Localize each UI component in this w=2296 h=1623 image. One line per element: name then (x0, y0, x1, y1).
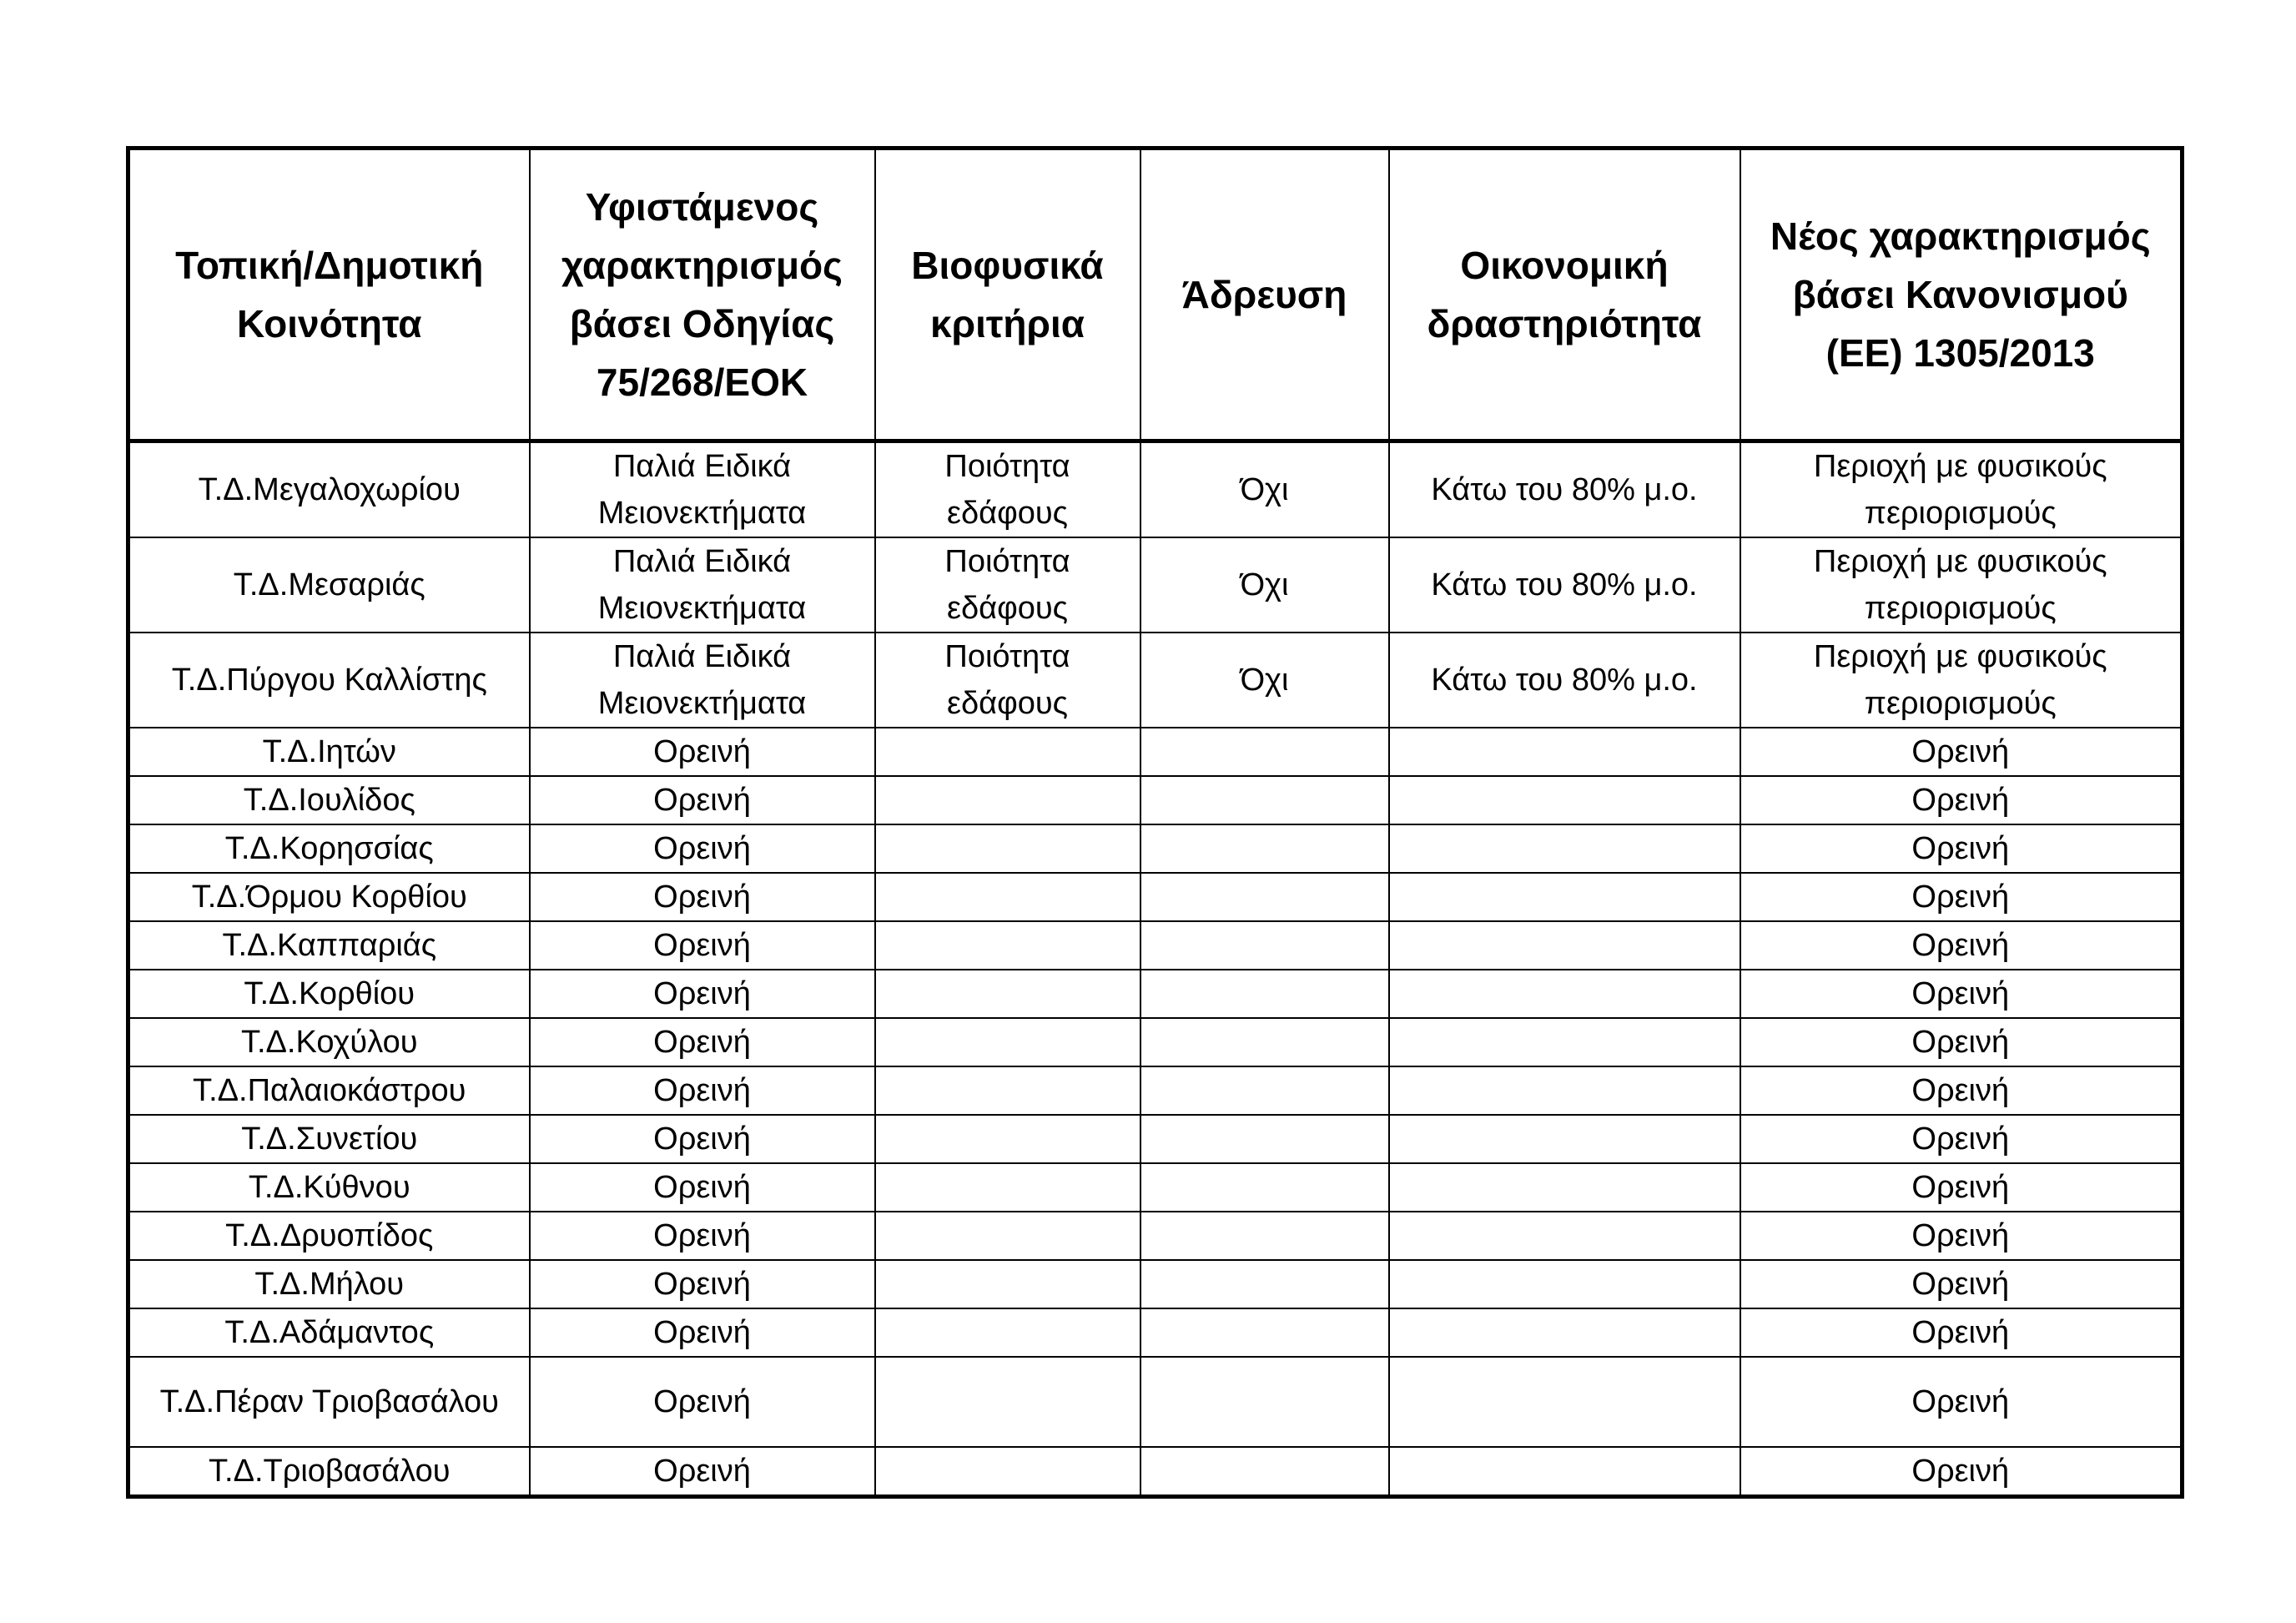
cell-existing: Ορεινή (530, 1212, 875, 1260)
cell-economic (1389, 1115, 1740, 1163)
cell-irrigation (1140, 824, 1389, 873)
cell-irrigation (1140, 1357, 1389, 1447)
cell-economic (1389, 873, 1740, 921)
cell-new: Ορεινή (1740, 1357, 2183, 1447)
cell-existing: Ορεινή (530, 728, 875, 776)
table-row (128, 970, 2183, 1018)
cell-new: Ορεινή (1740, 1018, 2183, 1066)
cell-economic (1389, 1447, 1740, 1497)
cell-economic: Κάτω του 80% μ.ο. (1389, 537, 1740, 633)
table-row (128, 1212, 2183, 1260)
cell-existing: Παλιά Ειδικά Μειονεκτήματα (530, 537, 875, 633)
cell-existing: Ορεινή (530, 1357, 875, 1447)
table-row (128, 537, 2183, 633)
cell-biophysical (875, 1115, 1140, 1163)
table-row (128, 776, 2183, 824)
cell-economic (1389, 1308, 1740, 1357)
table-row (128, 1308, 2183, 1357)
cell-community: Τ.Δ.Μεγαλοχωρίου (128, 441, 530, 538)
cell-irrigation (1140, 1066, 1389, 1115)
cell-existing: Ορεινή (530, 1018, 875, 1066)
cell-economic: Κάτω του 80% μ.ο. (1389, 441, 1740, 538)
cell-new: Ορεινή (1740, 728, 2183, 776)
cell-existing: Ορεινή (530, 1260, 875, 1308)
cell-biophysical (875, 873, 1140, 921)
cell-new: Ορεινή (1740, 873, 2183, 921)
cell-new: Ορεινή (1740, 921, 2183, 970)
cell-community: Τ.Δ.Όρμου Κορθίου (128, 873, 530, 921)
cell-existing: Ορεινή (530, 1308, 875, 1357)
cell-biophysical (875, 728, 1140, 776)
cell-biophysical (875, 776, 1140, 824)
cell-new: Ορεινή (1740, 1447, 2183, 1497)
cell-existing: Ορεινή (530, 873, 875, 921)
cell-biophysical: Ποιότητα εδάφους (875, 633, 1140, 728)
cell-new: Ορεινή (1740, 1163, 2183, 1212)
cell-community: Τ.Δ.Μεσαριάς (128, 537, 530, 633)
cell-biophysical (875, 1447, 1140, 1497)
table-row (128, 1115, 2183, 1163)
cell-new: Ορεινή (1740, 1308, 2183, 1357)
cell-existing: Ορεινή (530, 970, 875, 1018)
table-header-row (128, 149, 2183, 441)
cell-biophysical (875, 1357, 1140, 1447)
cell-community: Τ.Δ.Καππαριάς (128, 921, 530, 970)
cell-existing: Ορεινή (530, 776, 875, 824)
cell-new: Ορεινή (1740, 1066, 2183, 1115)
cell-community: Τ.Δ.Κοχύλου (128, 1018, 530, 1066)
cell-economic (1389, 728, 1740, 776)
cell-existing: Ορεινή (530, 1447, 875, 1497)
cell-economic (1389, 1260, 1740, 1308)
cell-economic (1389, 1066, 1740, 1115)
cell-biophysical (875, 970, 1140, 1018)
cell-new: Περιοχή με φυσικούς περιορισμούς (1740, 633, 2183, 728)
table-row (128, 873, 2183, 921)
cell-biophysical (875, 1260, 1140, 1308)
cell-new: Ορεινή (1740, 1212, 2183, 1260)
cell-biophysical: Ποιότητα εδάφους (875, 441, 1140, 538)
table-row (128, 633, 2183, 728)
cell-irrigation: Όχι (1140, 633, 1389, 728)
table-row (128, 1447, 2183, 1497)
cell-economic (1389, 1163, 1740, 1212)
cell-irrigation (1140, 970, 1389, 1018)
cell-new: Ορεινή (1740, 776, 2183, 824)
cell-community: Τ.Δ.Ιουλίδος (128, 776, 530, 824)
cell-community: Τ.Δ.Ιητών (128, 728, 530, 776)
cell-community: Τ.Δ.Δρυοπίδος (128, 1212, 530, 1260)
cell-new: Περιοχή με φυσικούς περιορισμούς (1740, 537, 2183, 633)
cell-economic (1389, 824, 1740, 873)
cell-irrigation (1140, 776, 1389, 824)
cell-new: Ορεινή (1740, 824, 2183, 873)
cell-economic (1389, 1212, 1740, 1260)
header-existing-characterization: Υφιστάμενος χαρακτηρισμός βάσει Οδηγίας 75/268/ΕΟΚ (530, 149, 875, 441)
cell-irrigation (1140, 1115, 1389, 1163)
cell-irrigation (1140, 1163, 1389, 1212)
cell-new: Ορεινή (1740, 1115, 2183, 1163)
header-biophysical-criteria: Βιοφυσικά κριτήρια (875, 149, 1140, 441)
cell-new: Περιοχή με φυσικούς περιορισμούς (1740, 441, 2183, 538)
cell-irrigation (1140, 728, 1389, 776)
cell-existing: Παλιά Ειδικά Μειονεκτήματα (530, 441, 875, 538)
cell-biophysical (875, 1066, 1140, 1115)
header-community: Τοπική/Δημοτική Κοινότητα (128, 149, 530, 441)
table-row (128, 1163, 2183, 1212)
header-new-characterization: Νέος χαρακτηρισμός βάσει Κανονισμού (ΕΕ) 1305/2013 (1740, 149, 2183, 441)
cell-existing: Ορεινή (530, 1163, 875, 1212)
cell-economic (1389, 970, 1740, 1018)
cell-biophysical (875, 824, 1140, 873)
cell-economic (1389, 1357, 1740, 1447)
cell-community: Τ.Δ.Κύθνου (128, 1163, 530, 1212)
cell-community: Τ.Δ.Πύργου Καλλίστης (128, 633, 530, 728)
cell-community: Τ.Δ.Πέραν Τριοβασάλου (128, 1357, 530, 1447)
table-row (128, 1357, 2183, 1447)
cell-community: Τ.Δ.Παλαιοκάστρου (128, 1066, 530, 1115)
cell-irrigation: Όχι (1140, 441, 1389, 538)
cell-existing: Παλιά Ειδικά Μειονεκτήματα (530, 633, 875, 728)
cell-irrigation (1140, 1260, 1389, 1308)
cell-community: Τ.Δ.Μήλου (128, 1260, 530, 1308)
cell-irrigation (1140, 921, 1389, 970)
header-irrigation: Άδρευση (1140, 149, 1389, 441)
cell-irrigation (1140, 873, 1389, 921)
cell-economic (1389, 776, 1740, 824)
characterization-table (126, 146, 2184, 1499)
cell-existing: Ορεινή (530, 1066, 875, 1115)
cell-community: Τ.Δ.Κορησσίας (128, 824, 530, 873)
table-row (128, 824, 2183, 873)
table-row (128, 1260, 2183, 1308)
cell-biophysical (875, 1308, 1140, 1357)
cell-irrigation (1140, 1018, 1389, 1066)
table-row (128, 1018, 2183, 1066)
cell-existing: Ορεινή (530, 1115, 875, 1163)
cell-biophysical: Ποιότητα εδάφους (875, 537, 1140, 633)
table-row (128, 1066, 2183, 1115)
cell-irrigation: Όχι (1140, 537, 1389, 633)
cell-existing: Ορεινή (530, 824, 875, 873)
header-economic-activity: Οικονομική δραστηριότητα (1389, 149, 1740, 441)
cell-irrigation (1140, 1308, 1389, 1357)
table-row (128, 921, 2183, 970)
cell-biophysical (875, 1018, 1140, 1066)
cell-irrigation (1140, 1212, 1389, 1260)
table-row (128, 728, 2183, 776)
cell-biophysical (875, 921, 1140, 970)
cell-economic (1389, 921, 1740, 970)
cell-community: Τ.Δ.Τριοβασάλου (128, 1447, 530, 1497)
table-row (128, 441, 2183, 538)
cell-biophysical (875, 1212, 1140, 1260)
cell-community: Τ.Δ.Συνετίου (128, 1115, 530, 1163)
cell-community: Τ.Δ.Κορθίου (128, 970, 530, 1018)
cell-economic: Κάτω του 80% μ.ο. (1389, 633, 1740, 728)
cell-existing: Ορεινή (530, 921, 875, 970)
cell-community: Τ.Δ.Αδάμαντος (128, 1308, 530, 1357)
cell-biophysical (875, 1163, 1140, 1212)
cell-irrigation (1140, 1447, 1389, 1497)
cell-new: Ορεινή (1740, 970, 2183, 1018)
cell-new: Ορεινή (1740, 1260, 2183, 1308)
cell-economic (1389, 1018, 1740, 1066)
